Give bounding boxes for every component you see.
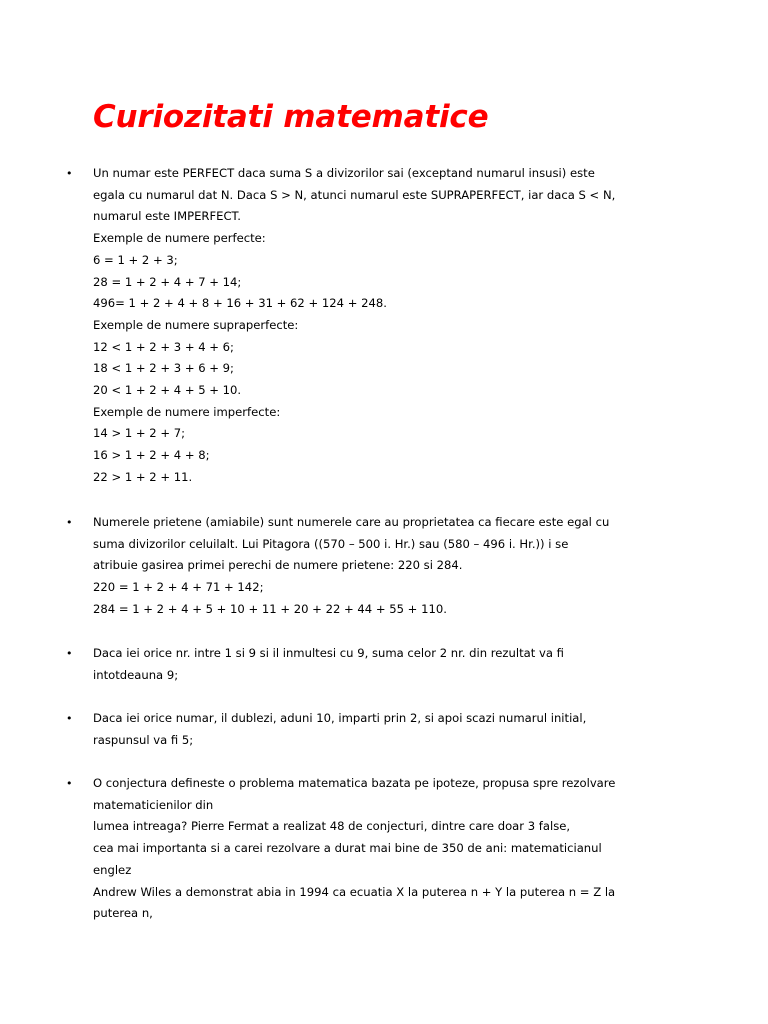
text-line: Andrew Wiles a demonstrat abia in 1994 ca ecuatia X la puterea n + Y la puterea n = Z la	[93, 884, 616, 899]
text-line: Exemple de numere perfecte:	[93, 231, 266, 246]
text-line: matematicienilor din	[93, 797, 214, 812]
bullet-icon: •	[66, 516, 73, 529]
text-line: numarul este IMPERFECT.	[93, 209, 241, 224]
text-line: Daca iei orice nr. intre 1 si 9 si il inmultesi cu 9, suma celor 2 nr. din rezultat va fi	[93, 646, 564, 660]
text-line: Exemple de numere imperfecte:	[93, 404, 281, 419]
text-line: raspunsul va fi 5;	[93, 732, 194, 747]
text-line: egala cu numarul dat N. Daca S > N, atunci numarul este SUPRAPERFECT, iar daca S < N,	[93, 187, 616, 202]
text-line: Exemple de numere supraperfecte:	[93, 317, 299, 332]
page-title: Curiozitati matematice	[93, 99, 489, 135]
text-line: puterea n,	[93, 906, 153, 921]
text-line: intotdeauna 9;	[93, 667, 179, 682]
text-line: 6 = 1 + 2 + 3;	[93, 252, 178, 267]
text-line: englez	[93, 862, 132, 877]
text-line: 496= 1 + 2 + 4 + 8 + 16 + 31 + 62 + 124 + 248.	[93, 296, 387, 311]
bullet-icon: •	[66, 647, 73, 660]
text-line: lumea intreaga? Pierre Fermat a realizat 48 de conjecturi, dintre care doar 3 false,	[93, 819, 571, 834]
text-line: 284 = 1 + 2 + 4 + 5 + 10 + 11 + 20 + 22 + 44 + 55 + 110.	[93, 601, 447, 616]
text-line: Un numar este PERFECT daca suma S a divizorilor sai (exceptand numarul insusi) este	[93, 166, 595, 180]
text-line: 16 > 1 + 2 + 4 + 8;	[93, 448, 210, 463]
text-line: 22 > 1 + 2 + 11.	[93, 469, 193, 484]
text-line: 14 > 1 + 2 + 7;	[93, 426, 186, 441]
text-line: suma divizorilor celuilalt. Lui Pitagora ((570 – 500 i. Hr.) sau (580 – 496 i. Hr.)) i se	[93, 536, 569, 551]
text-line: 220 = 1 + 2 + 4 + 71 + 142;	[93, 580, 264, 595]
bullet-icon: •	[66, 777, 73, 790]
list-item-conjecture	[66, 773, 673, 925]
text-line: O conjectura defineste o problema matematica bazata pe ipoteze, propusa spre rezolvare	[93, 776, 616, 790]
text-line: 28 = 1 + 2 + 4 + 7 + 14;	[93, 274, 242, 289]
text-line: cea mai importanta si a carei rezolvare a durat mai bine de 350 de ani: matematicianul	[93, 841, 602, 856]
bullet-icon: •	[66, 167, 73, 180]
bullet-icon: •	[66, 712, 73, 725]
list-item-perfect-numbers	[66, 163, 673, 489]
text-line: 18 < 1 + 2 + 3 + 6 + 9;	[93, 361, 234, 376]
list-item-double-trick	[66, 708, 673, 751]
text-line: Daca iei orice numar, il dublezi, aduni 10, imparti prin 2, si apoi scazi numarul initial,	[93, 711, 587, 725]
text-line: 20 < 1 + 2 + 4 + 5 + 10.	[93, 383, 242, 398]
text-line: Numerele prietene (amiabile) sunt numerele care au proprietatea ca fiecare este egal cu	[93, 515, 610, 529]
text-line: atribuie gasirea primei perechi de numere prietene: 220 si 284.	[93, 558, 463, 573]
list-item-amicable-numbers	[66, 512, 673, 621]
text-line: 12 < 1 + 2 + 3 + 4 + 6;	[93, 339, 234, 354]
list-item-multiply-by-nine	[66, 643, 673, 686]
